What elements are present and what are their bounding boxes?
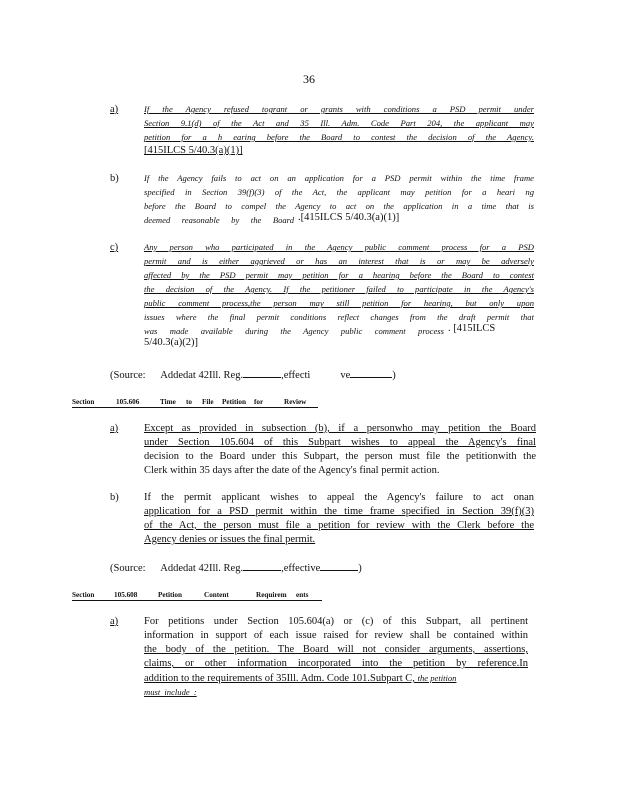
blank-line <box>320 561 358 571</box>
paragraph-606-a <box>144 422 536 478</box>
paragraph-line: For petitions under Section 105.604(a) or (c) of this Subpart, all pertinent <box>144 616 528 627</box>
section-title-word: Time <box>160 398 176 406</box>
item-label-b: b) <box>110 492 119 503</box>
paragraph-line: Clerk within 35 days after the date of the Agency's final permit action. <box>144 465 440 476</box>
paragraph-b <box>144 171 534 213</box>
section-number: 105.606 <box>116 398 140 406</box>
paragraph-608-a <box>144 615 528 671</box>
section-heading-underline <box>72 600 322 601</box>
blank-line <box>243 561 281 571</box>
paragraph-line: claims, or other information incorporated into the petition by reference.In <box>144 658 528 669</box>
item-label-b: b) <box>110 173 119 184</box>
paragraph-line: If the Agency fails to act on an application for a PSD permit within the time frame <box>144 173 534 183</box>
paragraph-line: before the Board to compel the Agency to act on the application in a time that is <box>144 201 534 211</box>
section-title-word: Petition <box>222 398 246 406</box>
source-effective: ,effecti <box>281 370 311 381</box>
source-close: ) <box>392 370 396 381</box>
section-title-word: Review <box>284 398 307 406</box>
statute-citation: [415ILCS 5/40.3(a)(1)] <box>144 145 243 156</box>
item-label-c: c) <box>110 242 119 253</box>
paragraph-line: affected by the PSD permit may petition for a hearing before the Board to contest <box>144 270 534 280</box>
paragraph-a <box>144 102 534 144</box>
paragraph-line: issues where the final permit conditions reflect changes from the draft permit that <box>144 312 534 322</box>
section-title-word: Petition <box>158 591 182 599</box>
paragraph-line: specified in Section 39(f)(3) of the Act, the applicant may petition for a heari ng <box>144 187 534 197</box>
section-title-word: File <box>202 398 214 406</box>
source-note <box>110 368 396 381</box>
section-heading-underline <box>72 407 318 408</box>
item-label-a: a) <box>110 616 119 627</box>
paragraph-line: public comment process,the person may still petition for hearing, but only upon <box>144 298 534 308</box>
paragraph-line <box>144 671 504 686</box>
paragraph-606-b <box>144 491 534 547</box>
paragraph-line: Any person who participated in the Agency public comment process for a PSD <box>144 242 534 252</box>
item-label-a: a) <box>110 104 119 115</box>
source-open: (Source: <box>110 563 146 574</box>
paragraph-line: deemed reasonable by the Board <box>144 215 294 225</box>
section-number: 105.608 <box>114 591 138 599</box>
paragraph-line: Agency denies or issues the final permit. <box>144 534 316 545</box>
paragraph-line: must include : <box>144 687 197 697</box>
paragraph-line: Except as provided in subsection (b), if a personwho may petition the Board <box>144 423 536 434</box>
statute-citation: . [415ILCS <box>448 323 496 334</box>
paragraph-line: decision to the Board under this Subpart, the person must file the petitionwith the <box>144 451 536 462</box>
blank-line <box>350 368 392 378</box>
section-title-word: to <box>186 398 192 406</box>
paragraph-italic: the petition <box>417 673 457 683</box>
paragraph-line: permit and is either aggrieved or has an interest that is or may be adversely <box>144 256 534 266</box>
paragraph-line: was made available during the Agency public comment process <box>144 326 444 336</box>
source-effective: ,effective <box>281 563 321 574</box>
source-open: (Source: <box>110 370 146 381</box>
statute-citation: .[415ILCS 5/40.3(a)(1)] <box>298 212 400 223</box>
section-word: Section <box>72 591 95 599</box>
paragraph-c <box>144 240 534 324</box>
source-note <box>110 561 362 574</box>
statute-citation: 5/40.3(a)(2)] <box>144 337 198 348</box>
section-title-word: Requirem <box>256 591 287 599</box>
paragraph-text: addition to the requirements of 35Ill. Adm. Code 101.Subpart C, <box>144 673 415 684</box>
paragraph-line: under Section 105.604 of this Subpart wishes to appeal the Agency's final <box>144 437 536 448</box>
paragraph-line: the decision of the Agency. If the petitioner failed to participate in the Agency's <box>144 284 534 294</box>
section-title-word: Content <box>204 591 229 599</box>
paragraph-line: If the Agency refused togrant or grants with conditions a PSD permit under <box>144 104 534 114</box>
paragraph-line: of the Act, the person must file a petition for review with the Clerk before the <box>144 520 534 531</box>
section-title-word: ents <box>296 591 309 599</box>
paragraph-line: petition for a h earing before the Board to contest the decision of the Agency. <box>144 132 534 142</box>
item-label-a: a) <box>110 423 119 434</box>
source-close: ) <box>358 563 362 574</box>
section-word: Section <box>72 398 95 406</box>
source-added: Addedat 42Ill. Reg. <box>160 563 244 574</box>
paragraph-line: If the permit applicant wishes to appeal the Agency's failure to act onan <box>144 492 534 503</box>
paragraph-line: information in support of each issue raised for review shall be contained within <box>144 630 528 641</box>
source-added: Addedat 42Ill. Reg. <box>160 370 244 381</box>
page-number: 36 <box>303 72 315 86</box>
section-title-word: for <box>254 398 264 406</box>
blank-line <box>243 368 281 378</box>
paragraph-line: the body of the petition. The Board will not consider arguments, assertions, <box>144 644 528 655</box>
paragraph-line: application for a PSD permit within the time frame specified in Section 39(f)(3) <box>144 506 534 517</box>
source-ve: ve <box>340 370 351 381</box>
paragraph-line: Section 9.1(d) of the Act and 35 Ill. Adm. Code Part 204, the applicant may <box>144 118 534 128</box>
